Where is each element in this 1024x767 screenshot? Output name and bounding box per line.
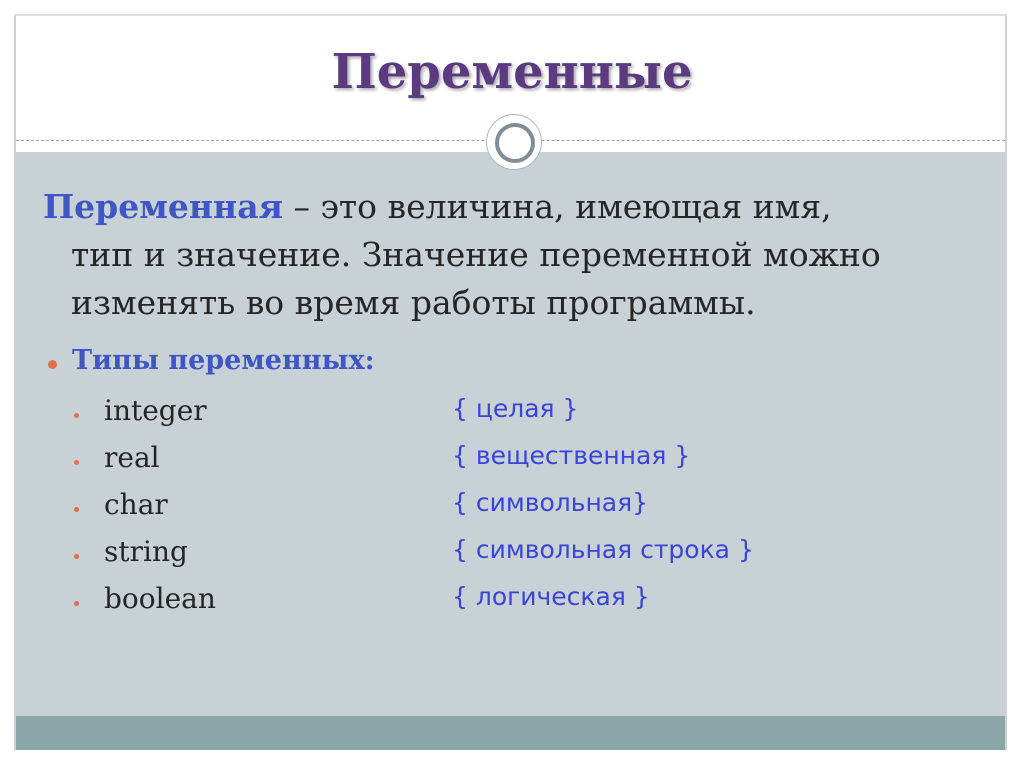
- type-row: [0, 582, 1024, 622]
- definition-line-1: [43, 183, 973, 231]
- footer-bar: [16, 716, 1005, 750]
- type-name: char: [104, 488, 168, 521]
- definition-term: Переменная: [43, 187, 283, 226]
- type-description: { символьная}: [452, 488, 649, 517]
- type-description: { логическая }: [452, 582, 650, 611]
- type-row: [0, 488, 1024, 528]
- frame-right-border: [1005, 14, 1007, 750]
- type-name: real: [104, 441, 160, 474]
- sub-bullet-icon: [74, 507, 79, 512]
- ring-ornament-icon: [486, 114, 542, 170]
- sub-bullet-icon: [74, 413, 79, 418]
- type-description: { символьная строка }: [452, 535, 754, 564]
- slide-title: Переменные: [331, 44, 693, 100]
- type-description: { вещественная }: [452, 441, 691, 470]
- type-row: [0, 535, 1024, 575]
- type-name: boolean: [104, 582, 216, 615]
- definition-paragraph: [43, 183, 973, 327]
- types-heading: Типы переменных:: [72, 345, 375, 376]
- type-description: { целая }: [452, 394, 579, 423]
- type-row: [0, 441, 1024, 481]
- type-name: integer: [104, 394, 207, 427]
- type-row: [0, 394, 1024, 434]
- ring-inner-icon: [495, 123, 535, 163]
- definition-line-3: изменять во время работы программы.: [71, 283, 756, 322]
- sub-bullet-icon: [74, 460, 79, 465]
- type-name: string: [104, 535, 188, 568]
- definition-line-1-text: – это величина, имеющая имя,: [282, 187, 832, 226]
- types-bullet-icon: [48, 360, 57, 369]
- definition-line-2: тип и значение. Значение переменной можно: [71, 235, 881, 274]
- sub-bullet-icon: [74, 601, 79, 606]
- sub-bullet-icon: [74, 554, 79, 559]
